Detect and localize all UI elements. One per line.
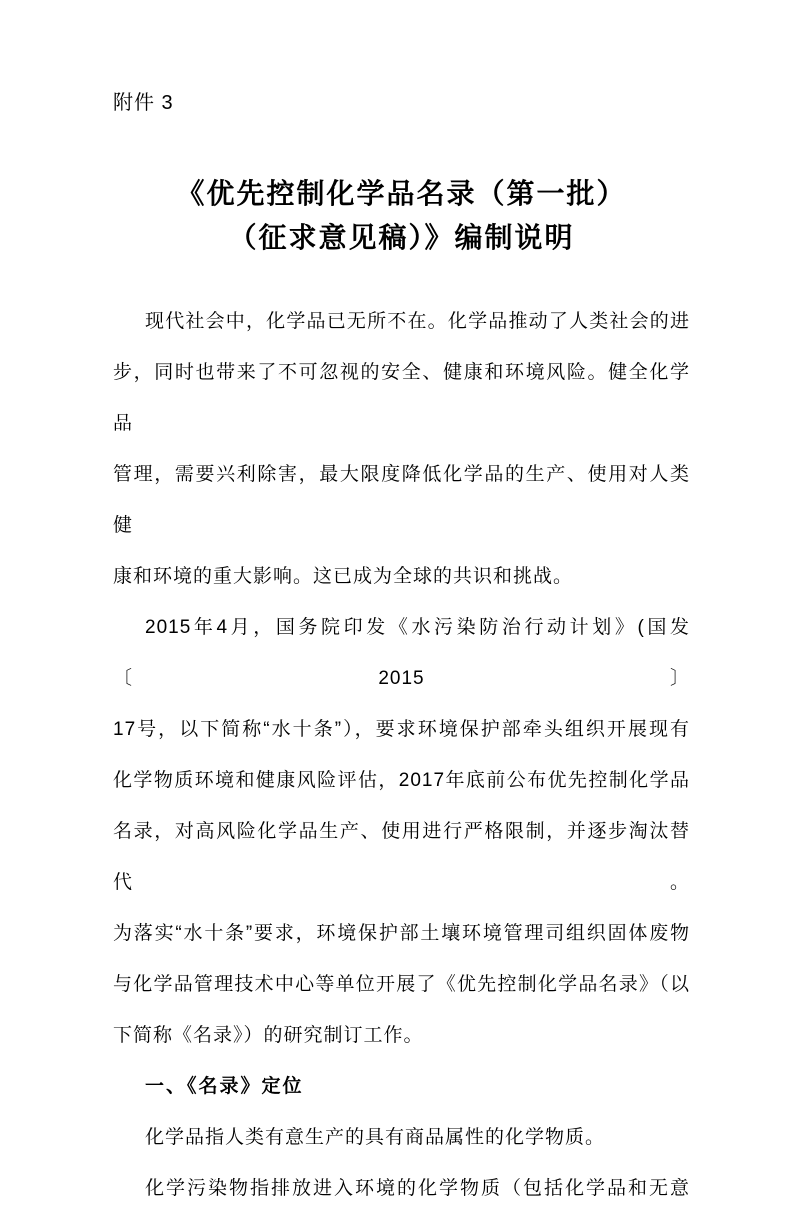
body-line: 管理，需要兴利除害，最大限度降低化学品的生产、使用对人类健 <box>113 464 690 536</box>
document-title-line1: 《优先控制化学品名录（第一批） <box>176 178 627 209</box>
document-body <box>113 296 690 1214</box>
body-line: 17号，以下简称“水十条”），要求环境保护部牵头组织开展现有 <box>113 719 690 740</box>
body-line: 步，同时也带来了不可忽视的安全、健康和环境风险。健全化学品 <box>113 362 690 434</box>
section-heading: 一、《名录》定位 <box>145 1076 304 1097</box>
body-line: 化学品指人类有意生产的具有商品属性的化学物质。 <box>145 1127 606 1148</box>
body-line: 为落实“水十条”要求，环境保护部土壤环境管理司组织固体废物 <box>113 923 690 944</box>
attachment-label: 附件 3 <box>113 92 174 114</box>
document-title <box>113 172 690 260</box>
body-line: 康和环境的重大影响。这已成为全球的共识和挑战。 <box>113 566 574 587</box>
body-line: 名录，对高风险化学品生产、使用进行严格限制，并逐步淘汰替代。 <box>113 821 690 893</box>
body-line: 现代社会中，化学品已无所不在。化学品推动了人类社会的进 <box>145 311 690 332</box>
body-line: 化学物质环境和健康风险评估，2017年底前公布优先控制化学品 <box>113 770 690 791</box>
body-line: 下简称《名录》）的研究制订工作。 <box>113 1025 424 1046</box>
body-line: 化学污染物指排放进入环境的化学物质（包括化学品和无意 <box>145 1178 690 1199</box>
body-line: 与化学品管理技术中心等单位开展了《优先控制化学品名录》（以 <box>113 974 690 995</box>
body-line: 2015年4月，国务院印发《水污染防治行动计划》(国发〔2015〕 <box>113 617 690 689</box>
document-title-line2: （征求意见稿）》编制说明 <box>228 222 575 253</box>
